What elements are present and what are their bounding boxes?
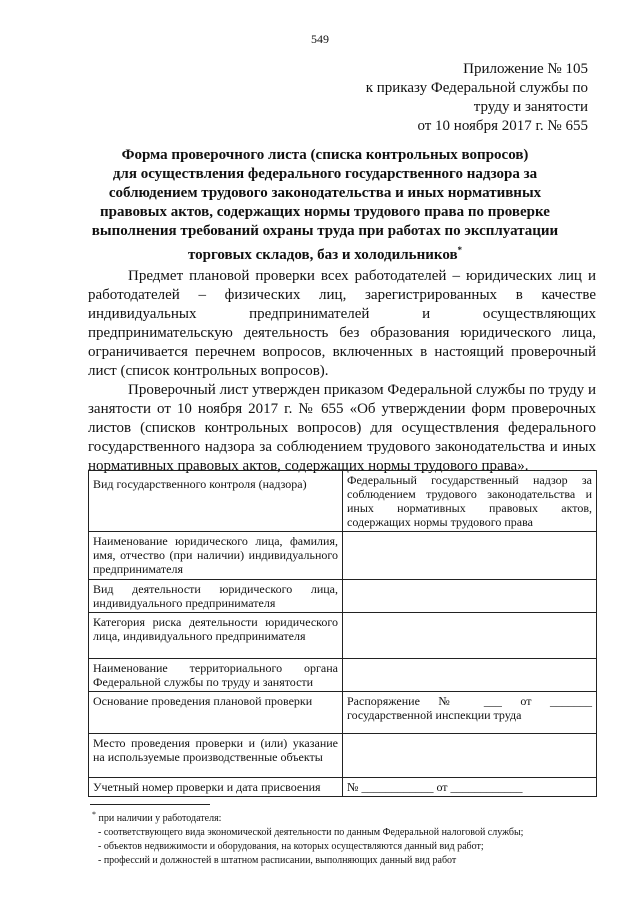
row-label: Категория риска деятельности юридического лица, индивидуального предпринимателя	[89, 613, 343, 659]
footnote-marker: *	[92, 810, 96, 819]
appendix-line: от 10 ноября 2017 г. № 655	[417, 118, 588, 134]
row-label: Основание проведения плановой проверки	[89, 692, 343, 734]
title-line-text: торговых складов, баз и холодильников	[187, 247, 458, 263]
row-value: Федеральный государственный надзор за соблюдением трудового законодательства и иных нормативных правовых актов, содержащих нормы трудового права	[343, 471, 597, 532]
row-value: Распоряжение № ___ от _______ государственной инспекции труда	[343, 692, 597, 734]
document-title	[90, 146, 560, 265]
appendix-line: Приложение № 105	[463, 61, 588, 77]
row-label: Вид деятельности юридического лица, индивидуального предпринимателя	[89, 580, 343, 613]
appendix-line: к приказу Федеральной службы по	[365, 80, 588, 96]
row-value	[343, 532, 597, 580]
row-value: № ____________ от ____________	[343, 778, 597, 797]
row-value	[343, 734, 597, 778]
checklist-form-table	[88, 470, 597, 797]
footnote-divider	[90, 804, 210, 805]
row-value	[343, 580, 597, 613]
appendix-header	[268, 60, 588, 136]
footnote-intro	[92, 808, 592, 826]
row-label: Наименование юридического лица, фамилия, имя, отчество (при наличии) индивидуального предпринимателя	[89, 532, 343, 580]
table-row	[89, 778, 597, 797]
table-row	[89, 692, 597, 734]
footnote-item: - соответствующего вида экономической деятельности по данным Федеральной налоговой службы;	[98, 827, 524, 838]
footnote-marker: *	[457, 245, 463, 255]
table-row	[89, 580, 597, 613]
row-label: Учетный номер проверки и дата присвоения	[89, 778, 343, 797]
footnote-intro-text: при наличии у работодателя:	[98, 813, 222, 824]
intro-paragraph: Проверочный лист утвержден приказом Федеральной службы по труду и занятости от 10 ноября 2017 г. № 655 «Об утверждении форм проверочных листов (списков контрольных вопросов) для осуществления федерального государственного надзора за соблюдением трудового законодательства и иных нормативных правовых актов, содержащих нормы трудового права».	[88, 382, 596, 474]
row-value	[343, 659, 597, 692]
title-line	[90, 241, 560, 265]
title-line: Форма проверочного листа (списка контрольных вопросов)	[121, 147, 529, 163]
table-row	[89, 471, 597, 532]
intro-text	[88, 267, 596, 476]
intro-paragraph: Предмет плановой проверки всех работодателей – юридических лиц и работодателей – физических лиц, зарегистрированных в качестве индивидуальных предпринимателей и осуществляющих предпринимательскую деятельность без образования юридического лица, ограничивается перечнем вопросов, включенных в настоящий проверочный лист (список контрольных вопросов).	[88, 268, 596, 379]
page-number: 549	[311, 32, 329, 46]
table-row	[89, 613, 597, 659]
title-line: для осуществления федерального государственного надзора за	[112, 166, 538, 182]
table-row	[89, 734, 597, 778]
footnotes	[92, 808, 592, 868]
footnote-item: - объектов недвижимости и оборудования, на которых осуществляются данный вид работ;	[98, 841, 484, 852]
table-row	[89, 659, 597, 692]
title-line: соблюдением трудового законодательства и иных нормативных	[108, 185, 542, 201]
row-label: Вид государственного контроля (надзора)	[89, 471, 343, 532]
table-row	[89, 532, 597, 580]
row-label: Место проведения проверки и (или) указание на используемые производственные объекты	[89, 734, 343, 778]
title-line: выполнения требований охраны труда при работах по эксплуатации	[91, 223, 559, 239]
row-label: Наименование территориального органа Федеральной службы по труду и занятости	[89, 659, 343, 692]
footnote-item: - профессий и должностей в штатном расписании, выполняющих данный вид работ	[98, 855, 457, 866]
row-value	[343, 613, 597, 659]
appendix-line: труду и занятости	[473, 99, 588, 115]
title-line: правовых актов, содержащих нормы трудового права по проверке	[100, 204, 550, 220]
